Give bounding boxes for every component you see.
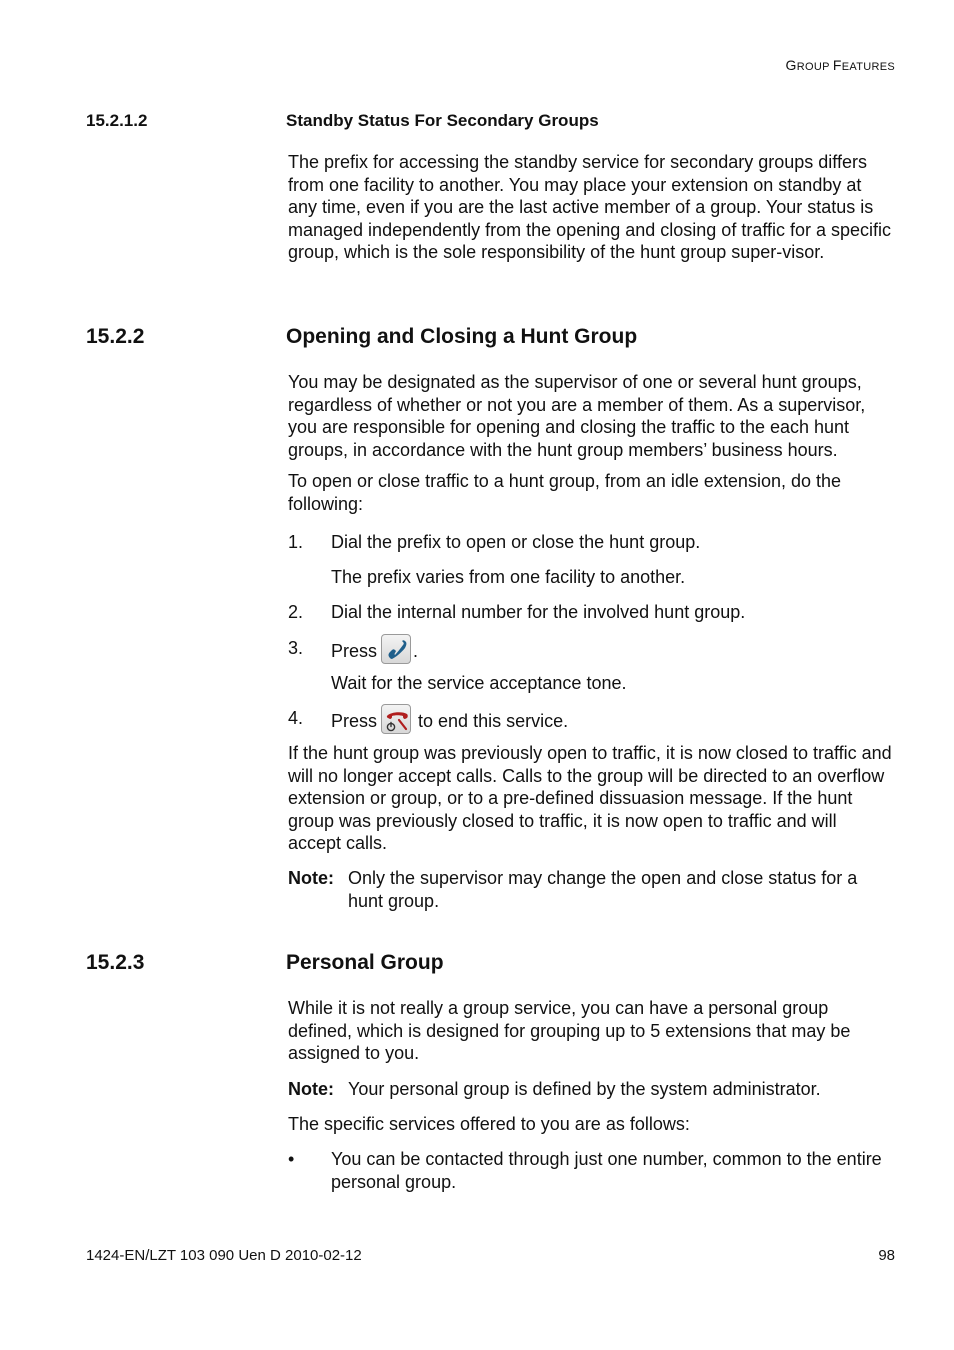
running-header: GROUP FEATURES [785, 57, 895, 73]
step-text-2: Dial the internal number for the involved hunt group. [331, 602, 746, 622]
paragraph-supervisor: You may be designated as the supervisor of one or several hunt groups, regardless of whether or not you are a member of them. As a supervisor, you are responsible for opening and closing the traffic to the each hunt groups, in accordance with the hunt group members’ business hours. [288, 372, 866, 460]
note-text-supervisor: Only the supervisor may change the open and close status for a hunt group. [348, 868, 858, 911]
section-number-15-2-2: 15.2.2 [86, 325, 145, 348]
on-hook-key-icon [381, 704, 411, 734]
step-4-press-label: Press [331, 710, 378, 731]
section-title-personal-group: Personal Group [286, 951, 444, 974]
step-number-3: 3. [288, 638, 304, 658]
footer-doc-id: 1424-EN/LZT 103 090 Uen D 2010-02-12 [86, 1247, 362, 1264]
note-label-supervisor: Note: [288, 868, 334, 888]
section-title-opening-closing: Opening and Closing a Hunt Group [286, 325, 638, 348]
step-text-4 [331, 707, 894, 737]
section-number-15-2-3: 15.2.3 [86, 951, 145, 974]
step-text-1: Dial the prefix to open or close the hunt group. [331, 532, 701, 552]
paragraph-services-intro: The specific services offered to you are as follows: [288, 1114, 690, 1134]
step-subtext-3: Wait for the service acceptance tone. [331, 673, 627, 693]
paragraph-personal-group: While it is not really a group service, you can have a personal group defined, which is designed for grouping up to 5 extensions that may be assigned to you. [288, 998, 851, 1064]
paragraph-standby-status: The prefix for accessing the standby service for secondary groups differs from one facility to another. You may place your extension on standby at any time, even if you are the last active member of a group. Your status is managed independently from the opening and closing of traffic for a specific group, which is the sole responsibility of the hunt group super-visor. [288, 152, 892, 263]
step-3-suffix: . [413, 640, 419, 661]
off-hook-key-icon [381, 634, 411, 664]
step-number-2: 2. [288, 602, 304, 622]
step-number-4: 4. [288, 708, 304, 728]
step-text-3 [331, 637, 894, 667]
step-number-1: 1. [288, 532, 304, 552]
step-3-press-label: Press [331, 640, 378, 661]
footer-page-number: 98 [878, 1247, 895, 1264]
bullet-marker: • [288, 1149, 295, 1169]
paragraph-open-close-intro: To open or close traffic to a hunt group, from an idle extension, do the following: [288, 471, 842, 514]
step-subtext-1: The prefix varies from one facility to another. [331, 567, 686, 587]
paragraph-hunt-group-result: If the hunt group was previously open to traffic, it is now closed to traffic and will no longer accept calls. Calls to the group will be directed to an overflow extension or group, or to a pre-defined dissuasion message. If the hunt group was previously closed to traffic, it is now open to traffic and will accept calls. [288, 743, 892, 854]
step-4-suffix: to end this service. [413, 710, 569, 731]
section-number-15-2-1-2: 15.2.1.2 [86, 111, 148, 130]
section-title-standby-status: Standby Status For Secondary Groups [286, 111, 599, 130]
bullet-text-1: You can be contacted through just one number, common to the entire personal group. [331, 1149, 882, 1192]
note-text-personal-group: Your personal group is defined by the system administrator. [348, 1079, 821, 1099]
note-label-personal-group: Note: [288, 1079, 334, 1099]
